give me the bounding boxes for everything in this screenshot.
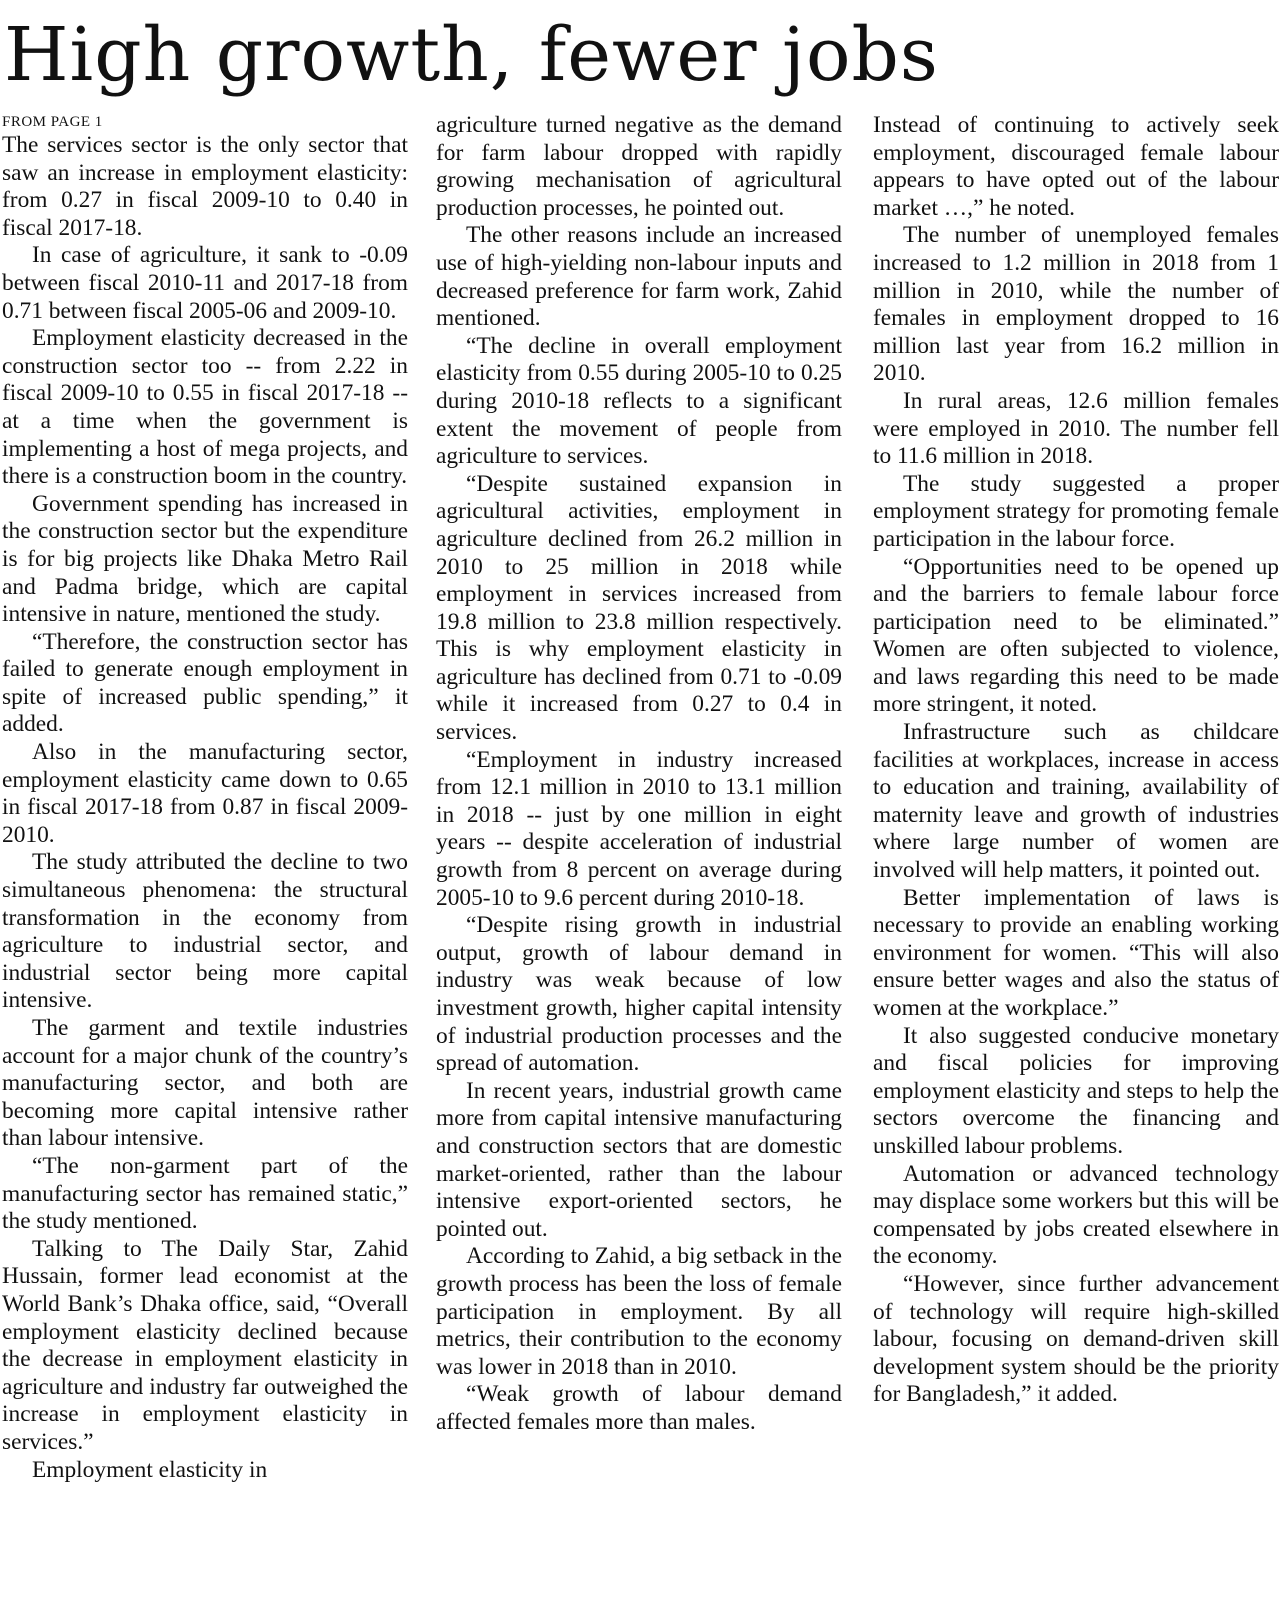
- article-column-3: [873, 112, 1279, 1612]
- paragraph: The study suggested a proper employment strategy for promoting female participation in the labour force.: [873, 470, 1279, 552]
- paragraph: “The non-garment part of the manufacturing sector has remained static,” the study mentioned.: [2, 1152, 408, 1235]
- paragraph: Talking to The Daily Star, Zahid Hussain, former lead economist at the World Bank’s Dhaka office, said, “Overall employment elasticity declined because the decrease in employment elasticity in agriculture and industry far outweighed the increase in employment elasticity in services.”: [2, 1235, 408, 1455]
- paragraph: “Therefore, the construction sector has failed to generate enough employment in spite of increased public spending,” it added.: [2, 628, 408, 738]
- article-column-2: [436, 112, 842, 1612]
- paragraph: “Employment in industry increased from 12.1 million in 2010 to 13.1 million in 2018 -- just by one million in eight years -- despite acceleration of industrial growth from 8 percent on average during 2005-10 to 9.6 percent during 2010-18.: [436, 746, 842, 911]
- paragraph: According to Zahid, a big setback in the growth process has been the loss of female participation in employment. By all metrics, their contribution to the economy was lower in 2018 than in 2010.: [436, 1243, 842, 1380]
- paragraph: The garment and textile industries account for a major chunk of the country’s manufacturing sector, and both are becoming more capital intensive rather than labour intensive.: [2, 1015, 408, 1152]
- paragraph: “Despite sustained expansion in agricultural activities, employment in agriculture declined from 26.2 million in 2010 to 25 million in 2018 while employment in services increased from 19.8 million to 23.8 million respectively. This is why employment elasticity in agriculture has declined from 0.71 to -0.09 while it increased from 0.27 to 0.4 in services.: [436, 470, 842, 746]
- paragraph: In recent years, industrial growth came more from capital intensive manufacturing and construction sectors that are domestic market-oriented, rather than the labour intensive export-oriented sectors, he pointed out.: [436, 1077, 842, 1242]
- paragraph: It also suggested conducive monetary and fiscal policies for improving employment elasticity and steps to help the sectors overcome the financing and unskilled labour problems.: [873, 1022, 1279, 1159]
- paragraph: “Despite rising growth in industrial output, growth of labour demand in industry was weak because of low investment growth, higher capital intensity of industrial production processes and the spread of automation.: [436, 912, 842, 1077]
- headline: High growth, fewer jobs: [4, 12, 939, 98]
- paragraph: In case of agriculture, it sank to -0.09 between fiscal 2010-11 and 2017-18 from 0.71 between fiscal 2005-06 and 2009-10.: [2, 242, 408, 324]
- paragraph: Better implementation of laws is necessary to provide an enabling working environment for women. “This will also ensure better wages and also the status of women at the workplace.”: [873, 884, 1279, 1021]
- paragraph: “The decline in overall employment elasticity from 0.55 during 2005-10 to 0.25 during 2010-18 reflects to a significant extent the movement of people from agriculture to services.: [436, 332, 842, 470]
- paragraph: agriculture turned negative as the demand for farm labour dropped with rapidly growing mechanisation of agricultural production processes, he pointed out.: [436, 112, 842, 221]
- paragraph: The study attributed the decline to two simultaneous phenomena: the structural transformation in the economy from agriculture to industrial sector, and industrial sector being more capital intensive.: [2, 849, 408, 1014]
- paragraph: Infrastructure such as childcare facilities at workplaces, increase in access to education and training, availability of maternity leave and growth of industries where large number of women are involved will help matters, it pointed out.: [873, 719, 1279, 884]
- paragraph: Automation or advanced technology may displace some workers but this will be compensated by jobs created elsewhere in the economy.: [873, 1160, 1279, 1270]
- paragraph: In rural areas, 12.6 million females were employed in 2010. The number fell to 11.6 million in 2018.: [873, 387, 1279, 470]
- paragraph: Instead of continuing to actively seek employment, discouraged female labour appears to have opted out of the labour market …,” he noted.: [873, 112, 1279, 221]
- paragraph: Employment elasticity decreased in the construction sector too -- from 2.22 in fiscal 2009-10 to 0.55 in fiscal 2017-18 -- at a time when the government is implementing a host of mega projects, and there is a construction boom in the country.: [2, 325, 408, 490]
- paragraph: Government spending has increased in the construction sector but the expenditure is for big projects like Dhaka Metro Rail and Padma bridge, which are capital intensive in nature, mentioned the study.: [2, 490, 408, 628]
- paragraph: Also in the manufacturing sector, employment elasticity came down to 0.65 in fiscal 2017-18 from 0.87 in fiscal 2009-2010.: [2, 739, 408, 848]
- paragraph: “Opportunities need to be opened up and the barriers to female labour force participation need to be eliminated.” Women are often subjected to violence, and laws regarding this need to be made more stringent, it noted.: [873, 553, 1279, 718]
- paragraph: The other reasons include an increased use of high-yielding non-labour inputs and decreased preference for farm work, Zahid mentioned.: [436, 222, 842, 332]
- article-column-1: [2, 112, 408, 1612]
- dateline: FROM PAGE 1: [2, 114, 103, 130]
- paragraph: “Weak growth of labour demand affected females more than males.: [436, 1381, 842, 1435]
- paragraph: Employment elasticity in: [32, 1456, 268, 1483]
- paragraph: The services sector is the only sector that saw an increase in employment elasticity: from 0.27 in fiscal 2009-10 to 0.40 in fiscal 2017-18.: [2, 132, 408, 241]
- paragraph: The number of unemployed females increased to 1.2 million in 2018 from 1 million in 2010, while the number of females in employment dropped to 16 million last year from 16.2 million in 2010.: [873, 222, 1279, 387]
- paragraph: “However, since further advancement of technology will require high-skilled labour, focusing on demand-driven skill development system should be the priority for Bangladesh,” it added.: [873, 1270, 1279, 1408]
